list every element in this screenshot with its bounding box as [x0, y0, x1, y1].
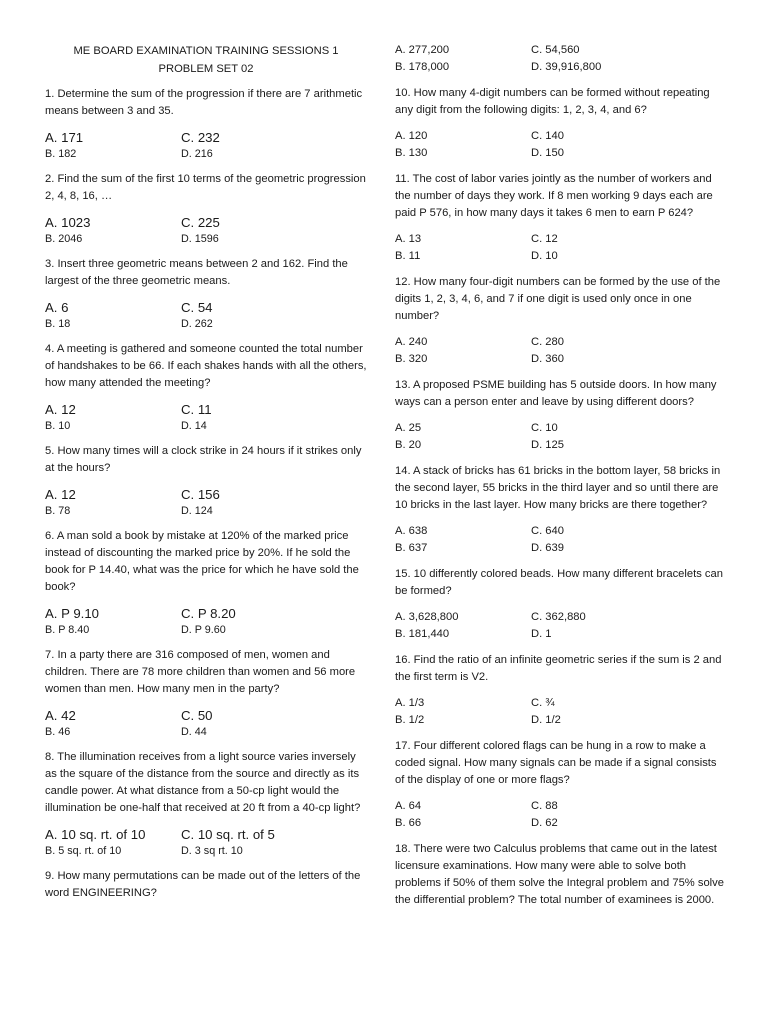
answer-choice: D. 10 — [531, 250, 558, 262]
question-text: 14. A stack of bricks has 61 bricks in the bottom layer, 58 bricks in the second layer, 55 bricks in the third layer and so until there are 10 bricks in the last layer. How many bricks are there together? — [395, 465, 721, 511]
answer-choice: D. 44 — [181, 726, 207, 738]
question-text: 7. In a party there are 316 composed of men, women and children. There are 78 more children than women and 56 more women than men. How many men in the party? — [45, 649, 356, 695]
question-item — [45, 443, 367, 519]
question-text: 9. How many permutations can be made out of the letters of the word ENGINEERING? — [45, 870, 361, 899]
answer-choice: C. 640 — [531, 525, 564, 537]
answer-choice: B. 320 — [395, 353, 428, 365]
question-item — [45, 86, 367, 162]
question-text: 4. A meeting is gathered and someone counted the total number of handshakes to be 66. If each shakes hands with all the others, how many attended the meeting? — [45, 343, 367, 389]
answer-choices — [395, 798, 725, 832]
question-item — [395, 738, 725, 832]
answer-choice: B. P 8.40 — [45, 624, 90, 636]
left-question-list — [45, 86, 367, 902]
document-header — [45, 42, 367, 78]
question-text: 5. How many times will a clock strike in 24 hours if it strikes only at the hours? — [45, 445, 362, 474]
question-text: 16. Find the ratio of an infinite geometric series if the sum is 2 and the first term is V2. — [395, 654, 722, 683]
answer-choice: C. 50 — [181, 708, 213, 723]
question-text: 17. Four different colored flags can be hung in a row to make a coded signal. How many signals can be made if a signal consists of the display of one or more flags? — [395, 740, 717, 786]
answer-choice: A. 120 — [395, 130, 428, 142]
answer-choice: B. 78 — [45, 505, 71, 517]
question-text: 6. A man sold a book by mistake at 120% of the marked price instead of discounting the marked price by 20%. If he sold the book for P 14.40, what was the price for which he have sold the book? — [45, 530, 359, 593]
answer-choice: C. 10 — [531, 422, 558, 434]
answer-choice: D. 639 — [531, 542, 564, 554]
header-title: ME BOARD EXAMINATION TRAINING SESSIONS 1 — [73, 45, 339, 57]
question-item — [395, 463, 725, 557]
question-text: 11. The cost of labor varies jointly as the number of workers and the number of days they work. If 8 men working 9 days each are paid P 576, in how many days it takes 6 men to earn P 624? — [395, 173, 713, 219]
answer-choice: C. ¾ — [531, 697, 555, 709]
question-item — [395, 566, 725, 643]
answer-choices — [395, 231, 725, 265]
answer-choice: B. 2046 — [45, 233, 83, 245]
answer-choices — [395, 420, 725, 454]
answer-choice: C. 88 — [531, 800, 558, 812]
answer-choice: A. 6 — [45, 300, 69, 315]
question-item — [45, 171, 367, 247]
answer-choice: A. 12 — [45, 402, 76, 417]
answer-choice: A. 42 — [45, 708, 76, 723]
answer-choices — [45, 826, 367, 859]
answer-choice: A. 3,628,800 — [395, 611, 459, 623]
answer-choice: C. 232 — [181, 130, 220, 145]
answer-choices — [45, 214, 367, 247]
answer-choice: D. 124 — [181, 505, 213, 517]
question-text: 8. The illumination receives from a light source varies inversely as the square of the distance from the source and directly as its candle power. At what distance from a 50-cp light would the illumination be one-half that received at 20 ft from a 40-cp light? — [45, 751, 361, 814]
answer-choice: D. P 9.60 — [181, 624, 226, 636]
question-item — [45, 868, 367, 902]
question-text: 15. 10 differently colored beads. How many different bracelets can be formed? — [395, 568, 723, 597]
question-item — [395, 85, 725, 162]
answer-choice: B. 1/2 — [395, 714, 425, 726]
question-text: 18. There were two Calculus problems that came out in the latest licensure examinations. How many were able to solve both problems if 50% of them solve the Integral problem and 75% solve the differential problem? The total number of examinees is 2000. — [395, 843, 724, 906]
question-item — [45, 256, 367, 332]
answer-choices — [45, 299, 367, 332]
answer-choices — [45, 707, 367, 740]
answer-choice: D. 150 — [531, 147, 564, 159]
answer-choice: A. 25 — [395, 422, 422, 434]
header-subtitle: PROBLEM SET 02 — [158, 63, 254, 75]
question-item — [395, 841, 725, 909]
answer-choice: C. 140 — [531, 130, 564, 142]
answer-choices — [45, 129, 367, 162]
answer-choice: B. 178,000 — [395, 61, 450, 73]
answer-choice: A. 10 sq. rt. of 10 — [45, 827, 146, 842]
answer-choices — [395, 128, 725, 162]
answer-choice: B. 10 — [45, 420, 71, 432]
answer-choice: B. 66 — [395, 817, 422, 829]
answer-choice: A. 171 — [45, 130, 84, 145]
answer-choice: C. 156 — [181, 487, 220, 502]
question-item — [395, 652, 725, 729]
answer-choice: A. 638 — [395, 525, 428, 537]
question-text: 10. How many 4-digit numbers can be formed without repeating any digit from the following digits: 1, 2, 3, 4, and 6? — [395, 87, 710, 116]
answer-choice: D. 14 — [181, 420, 207, 432]
answer-choice: A. 1/3 — [395, 697, 425, 709]
answer-choice: B. 182 — [45, 148, 77, 160]
answer-choice: A. P 9.10 — [45, 606, 100, 621]
answer-choice: C. 11 — [181, 402, 212, 417]
answer-choice: D. 39,916,800 — [531, 61, 602, 73]
answer-choice: D. 1/2 — [531, 714, 561, 726]
answer-choice: C. 10 sq. rt. of 5 — [181, 827, 275, 842]
answer-choices — [45, 486, 367, 519]
answer-choices — [395, 695, 725, 729]
answer-choice: D. 62 — [531, 817, 558, 829]
answer-choice: D. 216 — [181, 148, 213, 160]
question-item — [395, 42, 725, 76]
answer-choice: C. 54,560 — [531, 44, 580, 56]
answer-choice: A. 240 — [395, 336, 428, 348]
answer-choice: B. 130 — [395, 147, 428, 159]
question-text: 3. Insert three geometric means between 2 and 162. Find the largest of the three geometric means. — [45, 258, 348, 287]
answer-choice: A. 13 — [395, 233, 422, 245]
answer-choice: C. 12 — [531, 233, 558, 245]
answer-choice: A. 1023 — [45, 215, 91, 230]
answer-choices — [395, 523, 725, 557]
answer-choice: B. 46 — [45, 726, 71, 738]
answer-choice: B. 20 — [395, 439, 422, 451]
answer-choices — [45, 401, 367, 434]
answer-choice: B. 181,440 — [395, 628, 450, 640]
question-text: 1. Determine the sum of the progression if there are 7 arithmetic means between 3 and 35. — [45, 88, 363, 117]
question-item — [395, 274, 725, 368]
question-text: 12. How many four-digit numbers can be formed by the use of the digits 1, 2, 3, 4, 6, and 7 if one digit is used only once in one number? — [395, 276, 721, 322]
question-text: 2. Find the sum of the first 10 terms of the geometric progression 2, 4, 8, 16, … — [45, 173, 366, 202]
answer-choice: A. 277,200 — [395, 44, 450, 56]
left-column — [45, 42, 367, 911]
question-text: 13. A proposed PSME building has 5 outside doors. In how many ways can a person enter and leave by using different doors? — [395, 379, 717, 408]
answer-choice: A. 64 — [395, 800, 422, 812]
answer-choice: C. 362,880 — [531, 611, 586, 623]
answer-choices — [395, 334, 725, 368]
answer-choice: D. 1 — [531, 628, 552, 640]
answer-choice: C. 54 — [181, 300, 213, 315]
answer-choices — [395, 609, 725, 643]
question-item — [45, 749, 367, 859]
answer-choice: D. 125 — [531, 439, 564, 451]
answer-choice: C. 280 — [531, 336, 564, 348]
question-item — [395, 171, 725, 265]
answer-choice: C. P 8.20 — [181, 606, 236, 621]
right-question-list — [395, 42, 725, 909]
answer-choice: A. 12 — [45, 487, 76, 502]
answer-choice: B. 18 — [45, 318, 71, 330]
answer-choice: D. 262 — [181, 318, 213, 330]
answer-choice: B. 5 sq. rt. of 10 — [45, 845, 122, 857]
question-item — [45, 528, 367, 638]
question-item — [395, 377, 725, 454]
answer-choices — [45, 605, 367, 638]
question-item — [45, 341, 367, 434]
question-item — [45, 647, 367, 740]
answer-choices — [395, 42, 725, 76]
answer-choice: D. 360 — [531, 353, 564, 365]
right-column — [395, 42, 725, 918]
answer-choice: B. 11 — [395, 250, 421, 262]
answer-choice: D. 3 sq rt. 10 — [181, 845, 243, 857]
answer-choice: D. 1596 — [181, 233, 219, 245]
answer-choice: C. 225 — [181, 215, 220, 230]
answer-choice: B. 637 — [395, 542, 428, 554]
